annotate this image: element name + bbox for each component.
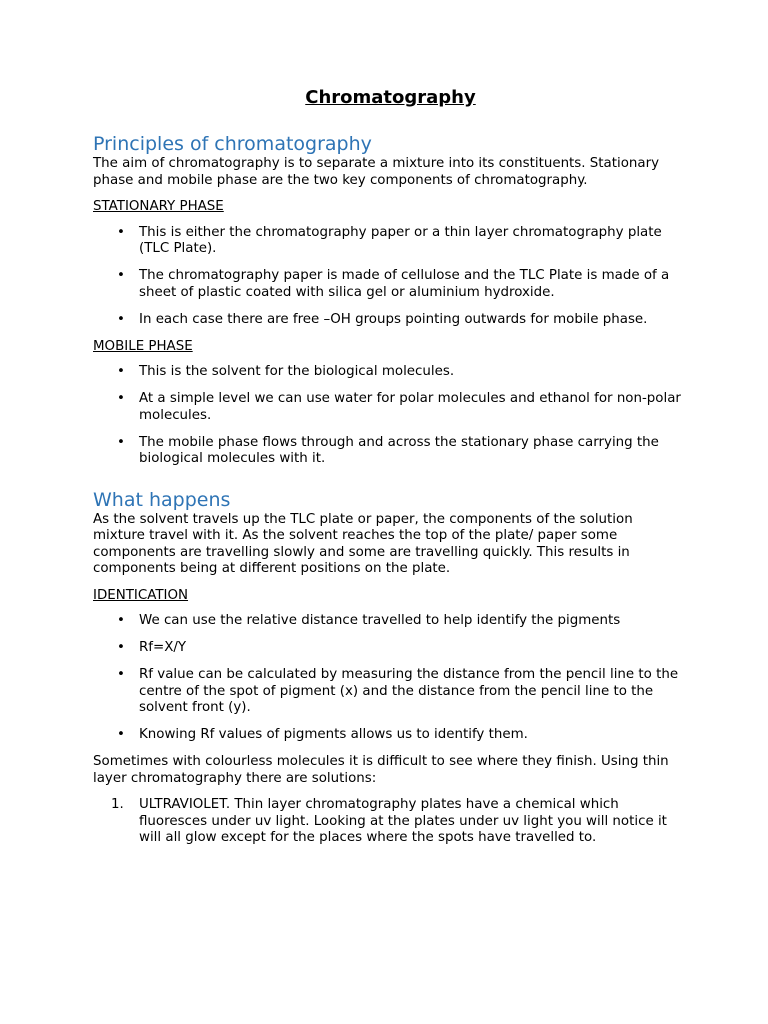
principles-intro-paragraph: The aim of chromatography is to separate a mixture into its constituents. Stationary phase and mobile phase are the two key components of chromatography. [93, 156, 660, 188]
what-happens-paragraph: As the solvent travels up the TLC plate or paper, the components of the solution mixture travel with it. As the solvent reaches the top of the plate/ paper some components are travelling slowly and some are travelling quickly. This results in components being at different positions on the plate. [93, 511, 633, 576]
list-item: • Rf value can be calculated by measuring the distance from the pencil line to the centre of the spot of pigment (x) and the distance from the pencil line to the solvent front (y). [139, 667, 688, 717]
stationary-phase-heading: STATIONARY PHASE [93, 199, 224, 214]
list-item: • Knowing Rf values of pigments allows us to identify them. [139, 727, 688, 744]
identification-heading: IDENTICATION [93, 587, 189, 603]
list-item [111, 797, 688, 847]
mobile-phase-list [93, 364, 688, 468]
document-title: Chromatography [305, 87, 476, 108]
list-item: • At a simple level we can use water for polar molecules and ethanol for non-polar molecules. [139, 391, 688, 424]
list-item: • The mobile phase flows through and across the stationary phase carrying the biological molecules with it. [139, 435, 688, 468]
list-item: • We can use the relative distance travelled to help identify the pigments [139, 613, 688, 630]
list-item: • This is the solvent for the biological molecules. [139, 364, 688, 381]
list-item-text: ULTRAVIOLET. Thin layer chromatography plates have a chemical which fluoresces under uv light. Looking at the plates under uv light you will notice it will all glow except for the places where the spots have travelled to. [139, 797, 667, 845]
stationary-phase-list [93, 225, 688, 329]
section-heading-what-happens: What happens [93, 488, 231, 511]
list-item: • Rf=X/Y [139, 640, 688, 657]
mobile-phase-heading: MOBILE PHASE [93, 338, 193, 354]
solutions-list [93, 797, 688, 847]
list-item: • The chromatography paper is made of cellulose and the TLC Plate is made of a sheet of plastic coated with silica gel or aluminium hydroxide. [139, 268, 688, 301]
list-item: • In each case there are free –OH groups pointing outwards for mobile phase. [139, 312, 688, 329]
colourless-molecules-paragraph: Sometimes with colourless molecules it is difficult to see where they finish. Using thin layer chromatography there are solutions: [93, 754, 669, 786]
list-number: 1. [111, 797, 124, 812]
list-item: • This is either the chromatography paper or a thin layer chromatography plate (TLC Plate). [139, 225, 688, 258]
section-heading-principles: Principles of chromatography [93, 133, 372, 155]
identification-list [93, 613, 688, 744]
